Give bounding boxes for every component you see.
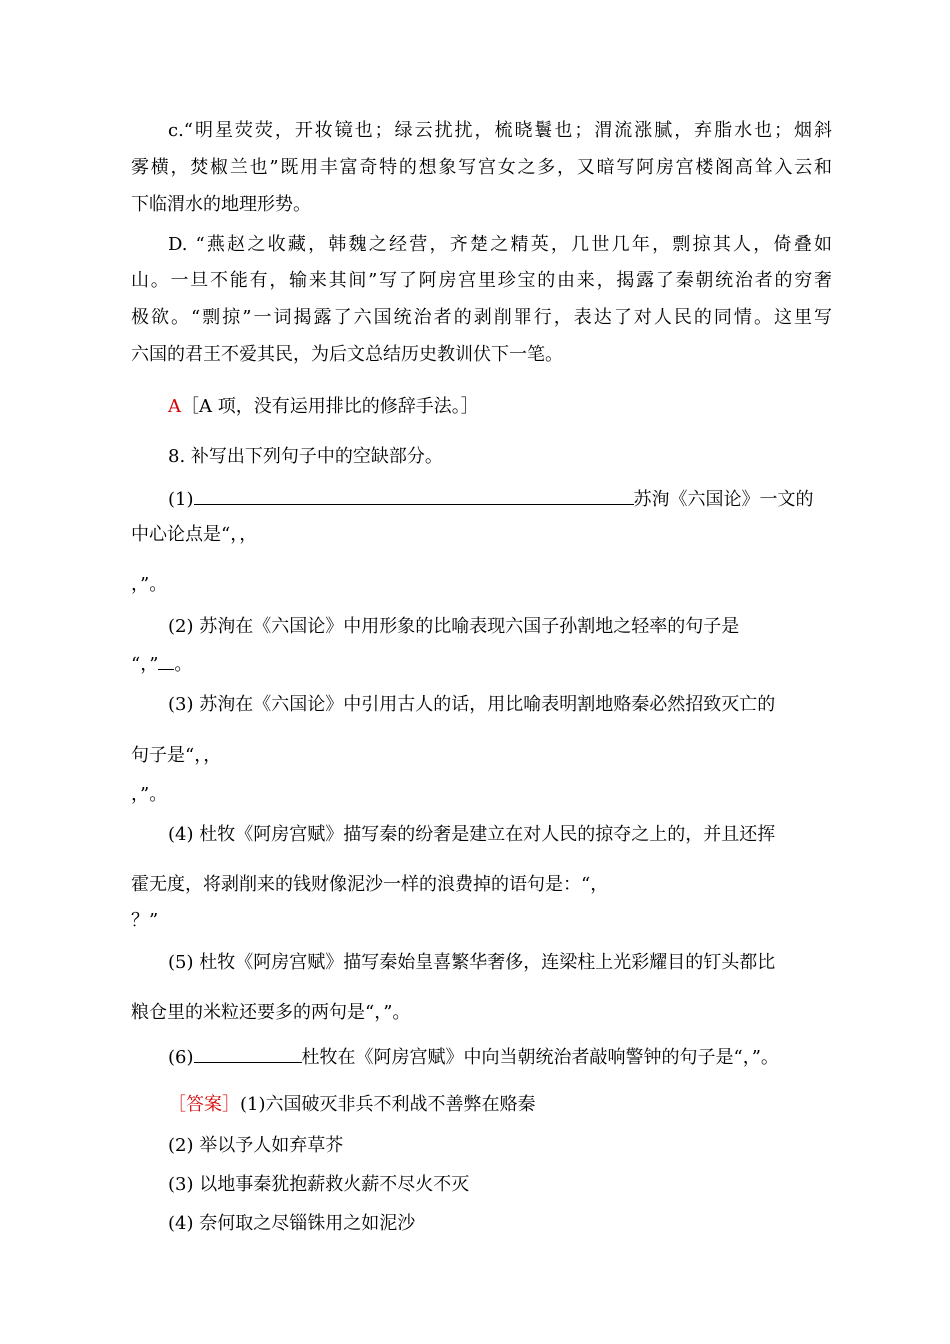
answer-explanation: ［A 项，没有运用排比的修辞手法。］ (181, 396, 479, 417)
answer-letter: A (168, 396, 181, 417)
q8-1-number: (1) (168, 489, 194, 510)
answer-8-3: (3) 以地事秦犹抱薪救火薪不尽火不灭 (168, 1174, 470, 1195)
q8-1-line-1 (168, 486, 832, 513)
q8-4-line-1: (4) 杜牧《阿房宫赋》描写秦的纷奢是建立在对人民的掠夺之上的，并且还挥 (168, 824, 776, 845)
q8-1-line-2: 中心论点是“，， (131, 524, 258, 545)
q8-4-line-3: ？” (131, 910, 159, 931)
option-c-line-2: 雾横，焚椒兰也”既用丰富奇特的想象写宫女之多，又暗写阿房宫楼阁高耸入云和 (131, 157, 832, 178)
q8-2-blank (158, 651, 174, 670)
answer-8-4: (4) 奈何取之尽锱铢用之如泥沙 (168, 1213, 416, 1234)
answer-label: ［答案］ (168, 1094, 240, 1115)
q8-6-number: (6) (168, 1047, 194, 1068)
q8-2-quote: “，” (131, 654, 159, 675)
option-d-line-2: 山。一旦不能有，输来其间”写了阿房宫里珍宝的由来，揭露了秦朝统治者的穷奢 (131, 270, 832, 291)
answer-8-1 (168, 1092, 832, 1118)
option-c-line-3: 下临渭水的地理形势。 (131, 194, 311, 215)
q8-4-line-2: 霍无度，将剥削来的钱财像泥沙一样的浪费掉的语句是：“， (131, 874, 609, 895)
question-8-title: 8. 补写出下列句子中的空缺部分。 (168, 446, 443, 467)
option-d-line-3: 极欲。“剽掠”一词揭露了六国统治者的剥削罪行，表达了对人民的同情。这里写 (131, 307, 832, 328)
option-c-line-1: c.“明星荧荧，开妆镜也；绿云扰扰，梳晓鬟也；渭流涨腻，弃脂水也；烟斜 (168, 120, 832, 141)
option-d-line-4: 六国的君王不爱其民，为后文总结历史教训伏下一笔。 (131, 344, 563, 365)
q8-3-line-1: (3) 苏洵在《六国论》中引用古人的话，用比喻表明割地赂秦必然招致灭亡的 (168, 694, 776, 715)
q8-5-line-1: (5) 杜牧《阿房宫赋》描写秦始皇喜繁华奢侈，连梁柱上光彩耀目的钉头都比 (168, 952, 776, 973)
answer-7 (168, 394, 832, 420)
q8-1-blank (194, 486, 634, 505)
q8-1-line-3: ，”。 (131, 574, 168, 595)
q8-6-tail: 杜牧在《阿房宫赋》中向当朝统治者敲响警钟的句子是“，”。 (301, 1047, 779, 1068)
q8-1-tail: 苏洵《六国论》一文的 (633, 489, 814, 510)
answer-8-1-text: (1)六国破灭非兵不利战不善弊在赂秦 (240, 1094, 536, 1115)
q8-2-line-1: (2) 苏洵在《六国论》中用形象的比喻表现六国子孙割地之轻率的句子是 (168, 616, 740, 637)
option-d-line-1: D. “燕赵之收藏，韩魏之经营，齐楚之精英，几世几年，剽掠其人，倚叠如 (168, 234, 832, 255)
q8-3-line-2: 句子是“，， (131, 745, 222, 766)
q8-5-line-2: 粮仓里的米粒还要多的两句是“，”。 (131, 1002, 411, 1023)
q8-6-line-1 (168, 1044, 832, 1071)
q8-2-period: 。 (174, 654, 193, 675)
q8-6-blank (194, 1044, 302, 1063)
q8-2-line-2 (131, 651, 832, 678)
answer-8-2: (2) 举以予人如弃草芥 (168, 1135, 344, 1156)
q8-3-line-3: ，”。 (131, 784, 168, 805)
